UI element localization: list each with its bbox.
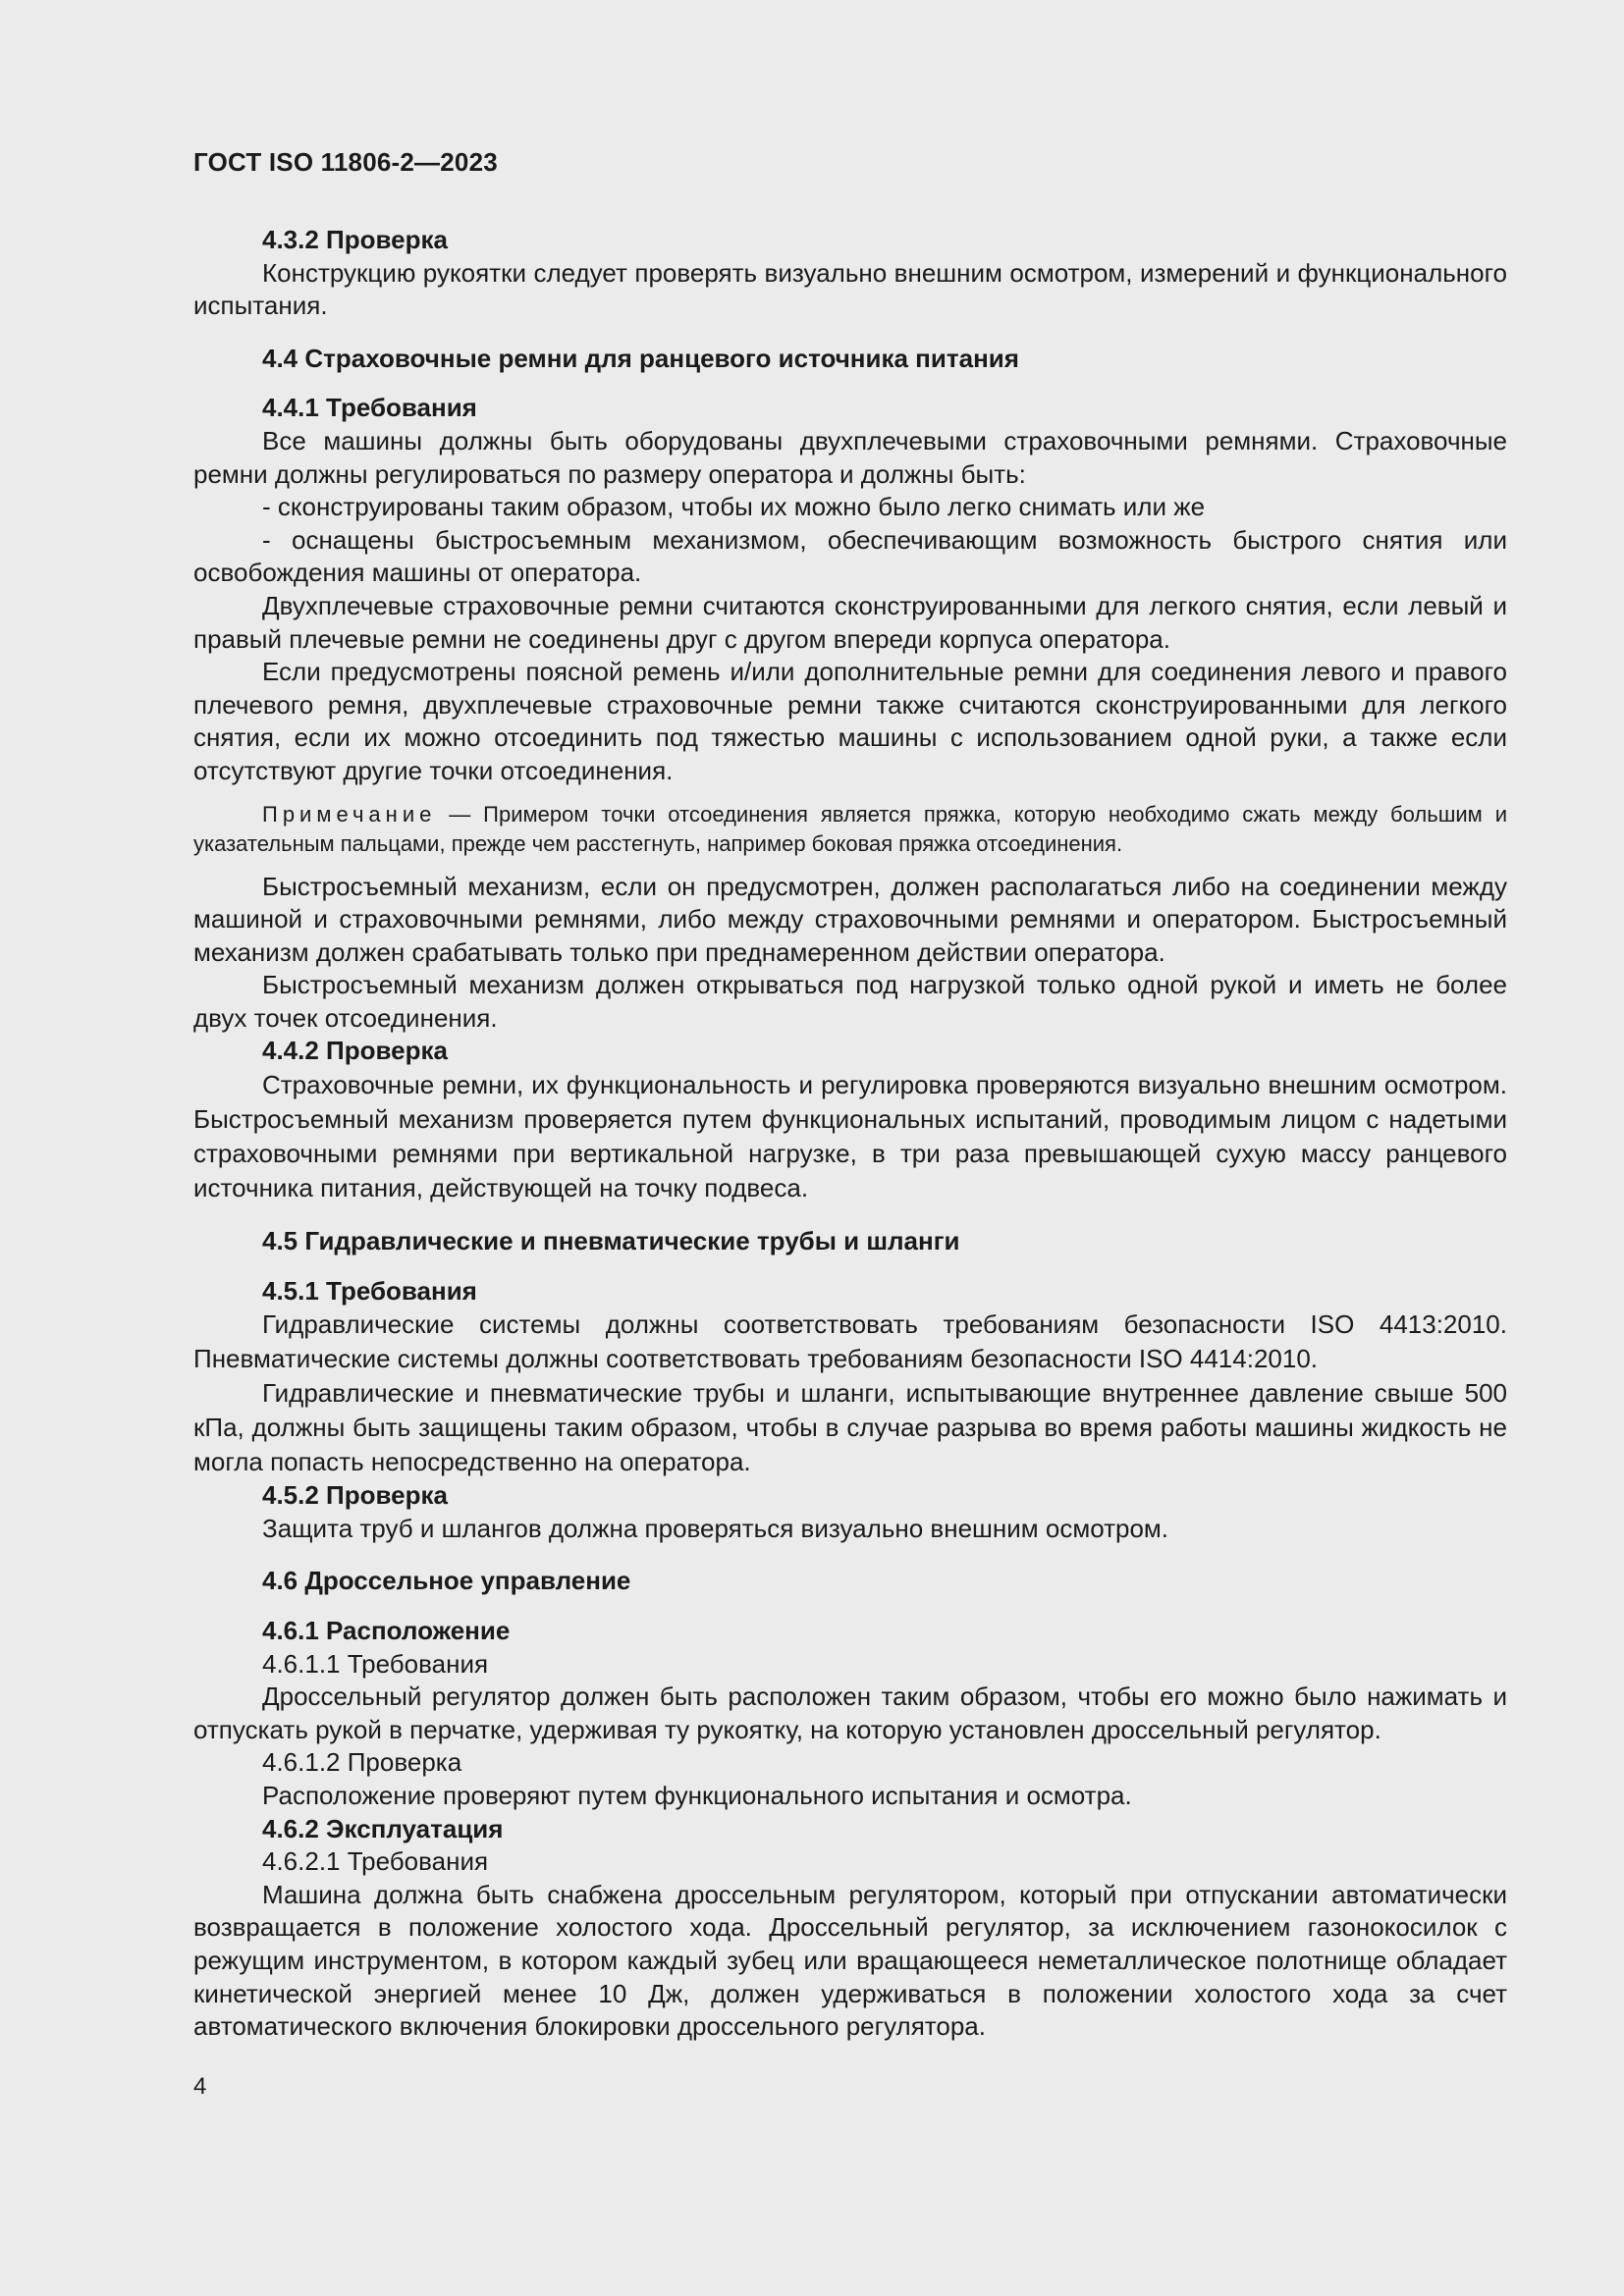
list-item: - оснащены быстросъемным механизмом, обеспечивающим возможность быстрого снятия или освобождения машины от оператора. [193, 524, 1507, 588]
paragraph: Гидравлические системы должны соответствовать требованиям безопасности ISO 4413:2010. Пневматические системы должны соответствовать требованиям безопасности ISO 4414:2010. [193, 1309, 1507, 1374]
section-4-4-2-title: 4.4.2 Проверка [262, 1036, 448, 1066]
section-4-5-2-title: 4.5.2 Проверка [262, 1480, 448, 1511]
document-header: ГОСТ ISO 11806-2—2023 [193, 147, 498, 177]
paragraph: Если предусмотрены поясной ремень и/или дополнительные ремни для соединения левого и правого плечевого ремня, двухплечевые страховочные ремни также считаются сконструированными для легкого снятия, если их можно отсоединить под тяжестью машины с использованием одной руки, а также если отсутствуют другие точки отсоединения. [193, 657, 1507, 785]
paragraph: Защита труб и шлангов должна проверяться визуально внешним осмотром. [262, 1513, 1169, 1543]
paragraph: Дроссельный регулятор должен быть расположен таким образом, чтобы его можно было нажимать и отпускать рукой в перчатке, удерживая ту рукоятку, на которую установлен дроссельный регулятор. [193, 1682, 1507, 1744]
note-label: Примечание [262, 801, 437, 827]
document-page [193, 0, 1507, 2296]
section-4-5-1-title: 4.5.1 Требования [262, 1275, 477, 1306]
section-4-6-1-title: 4.6.1 Расположение [262, 1616, 511, 1646]
document-body [193, 224, 1507, 2044]
paragraph: Гидравлические и пневматические трубы и шланги, испытывающие внутреннее давление свыше 500 кПа, должны быть защищены таким образом, чтобы в случае разрыва во время работы машины жидкость не могла попасть непосредственно на оператора. [193, 1378, 1507, 1477]
section-4-6-1-2-title: 4.6.1.2 Проверка [262, 1747, 462, 1778]
note [193, 800, 1507, 859]
paragraph: Быстросъемный механизм должен открываться под нагрузкой только одной рукой и иметь не более двух точек отсоединения. [193, 970, 1507, 1033]
paragraph: Машина должна быть снабжена дроссельным регулятором, который при отпускании автоматически возвращается в положение холостого хода. Дроссельный регулятор, за исключением газонокосилок с режущим инструментом, в котором каждый зубец или вращающееся неметаллическое полотнище обладает кинетической энергией менее 10 Дж, должен удерживаться в положении холостого хода за счет автоматического включения блокировки дроссельного регулятора. [193, 1879, 1507, 2042]
section-4-6-1-1-title: 4.6.1.1 Требования [262, 1648, 489, 1679]
paragraph: Быстросъемный механизм, если он предусмотрен, должен располагаться либо на соединении между машиной и страховочными ремнями, либо между страховочными ремнями и оператором. Быстросъемный механизм должен срабатывать только при преднамеренном действии оператора. [193, 871, 1507, 967]
paragraph: Все машины должны быть оборудованы двухплечевыми страховочными ремнями. Страховочные ремни должны регулироваться по размеру оператора и должны быть: [193, 425, 1507, 489]
note-text: — Примером точки отсоединения является пряжка, которую необходимо сжать между большим и указательным пальцами, прежде чем расстегнуть, например боковая пряжка отсоединения. [193, 801, 1507, 856]
section-4-6-2-1-title: 4.6.2.1 Требования [262, 1846, 489, 1877]
section-4-5-title: 4.5 Гидравлические и пневматические трубы и шланги [262, 1226, 960, 1256]
paragraph: Расположение проверяют путем функционального испытания и осмотра. [262, 1781, 1132, 1810]
section-4-6-title: 4.6 Дроссельное управление [262, 1566, 631, 1596]
section-4-3-2-title: 4.3.2 Проверка [262, 225, 448, 254]
section-4-6-2-title: 4.6.2 Эксплуатация [262, 1813, 504, 1843]
section-4-4-1-title: 4.4.1 Требования [262, 393, 477, 423]
paragraph: Двухплечевые страховочные ремни считаются сконструированными для легкого снятия, если левый и правый плечевые ремни не соединены друг с другом впереди корпуса оператора. [193, 590, 1507, 654]
list-item: - сконструированы таким образом, чтобы их можно было легко снимать или же [262, 492, 1206, 522]
section-4-4-title: 4.4 Страховочные ремни для ранцевого источника питания [262, 343, 1019, 373]
paragraph: Страховочные ремни, их функциональность и регулировка проверяются визуально внешним осмотром. Быстросъемный механизм проверяется путем функциональных испытаний, проводимым лицом с надетыми страховочными ремнями при вертикальной нагрузке, в три раза превышающей сухую массу ранцевого источника питания, действующей на точку подвеса. [193, 1070, 1507, 1203]
page-number: 4 [193, 2073, 207, 2100]
paragraph: Конструкцию рукоятки следует проверять визуально внешним осмотром, измерений и функционального испытания. [193, 257, 1507, 321]
